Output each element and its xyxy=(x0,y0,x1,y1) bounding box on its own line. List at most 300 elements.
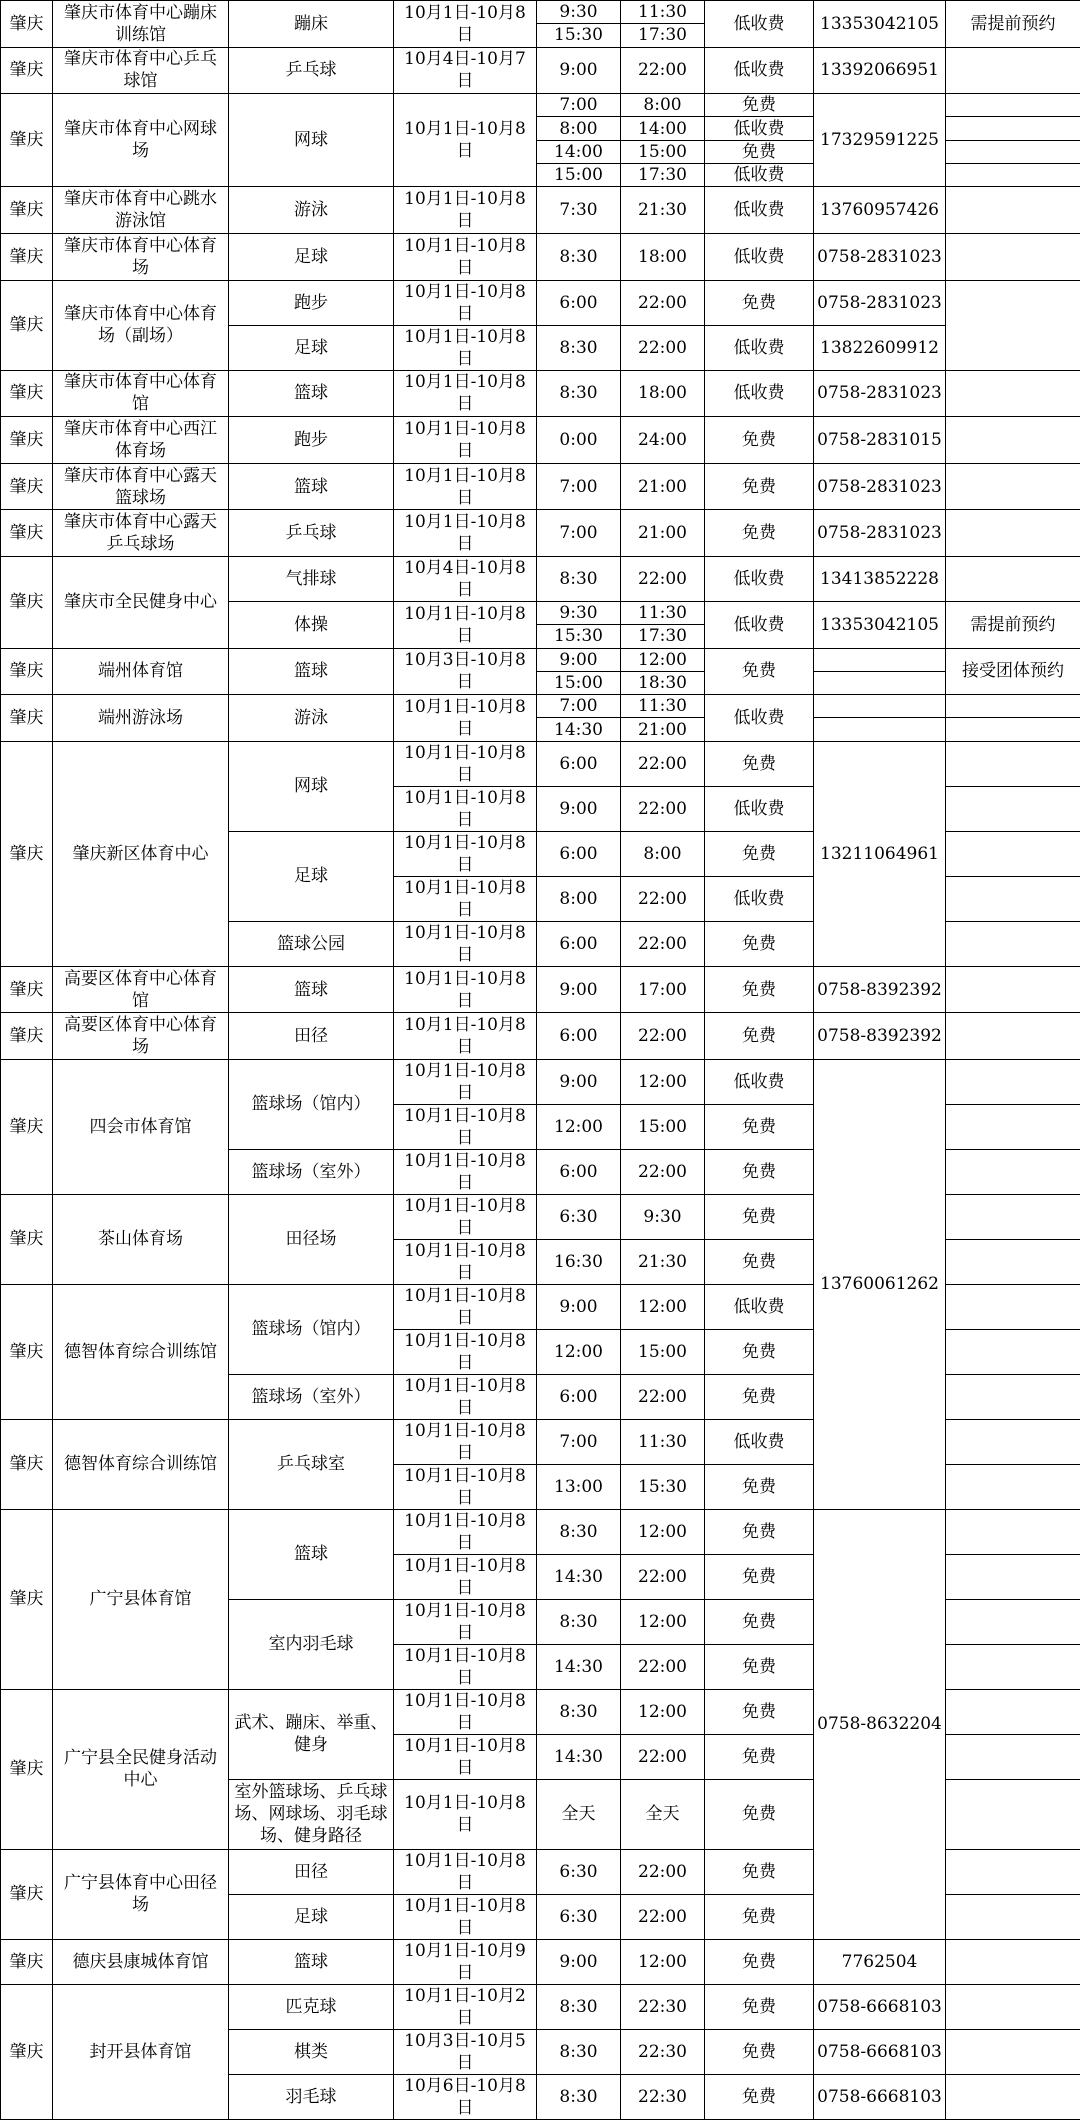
table-cell: 10月1日-10月8日 xyxy=(394,876,537,921)
table-cell xyxy=(946,1894,1080,1939)
table-cell: 21:00 xyxy=(621,463,705,510)
table-cell: 低收费 xyxy=(705,556,814,601)
table-cell xyxy=(946,718,1080,741)
table-cell: 10月4日-10月7日 xyxy=(394,47,537,94)
table-cell: 7:00 xyxy=(537,695,621,718)
table-cell: 12:00 xyxy=(621,1509,705,1554)
table-cell: 10月1日-10月8日 xyxy=(394,1554,537,1599)
table-cell: 免费 xyxy=(705,463,814,510)
table-cell: 免费 xyxy=(705,1374,814,1419)
table-cell: 13353042105 xyxy=(814,601,946,648)
table-cell: 10月1日-10月8日 xyxy=(394,233,537,280)
table-cell: 免费 xyxy=(705,2029,814,2074)
table-cell: 13392066951 xyxy=(814,47,946,94)
table-cell: 0758-2831015 xyxy=(814,417,946,464)
table-cell: 10月1日-10月8日 xyxy=(394,1,537,48)
table-cell: 12:00 xyxy=(621,1284,705,1329)
table-row xyxy=(1,1013,1080,1036)
table-cell: 肇庆 xyxy=(1,1013,53,1060)
table-cell: 低收费 xyxy=(705,876,814,921)
table-cell: 7762504 xyxy=(814,1939,946,1984)
table-cell xyxy=(946,831,1080,876)
table-cell: 肇庆 xyxy=(1,966,53,1013)
table-cell: 肇庆 xyxy=(1,417,53,464)
table-cell: 12:00 xyxy=(621,1939,705,1984)
table-cell: 低收费 xyxy=(705,1059,814,1104)
table-cell: 10月1日-10月8日 xyxy=(394,1644,537,1689)
table-cell: 低收费 xyxy=(705,47,814,94)
table-cell: 肇庆 xyxy=(1,47,53,94)
table-cell: 广宁县体育中心田径场 xyxy=(53,1849,229,1939)
table-cell: 8:00 xyxy=(537,876,621,921)
table-cell xyxy=(946,1104,1080,1149)
table-cell: 15:30 xyxy=(621,1464,705,1509)
table-cell: 6:00 xyxy=(537,1149,621,1194)
table-cell: 免费 xyxy=(705,1194,814,1239)
table-cell: 肇庆市体育中心乒乓球馆 xyxy=(53,47,229,94)
table-cell: 11:30 xyxy=(621,601,705,624)
table-cell: 0758-8392392 xyxy=(814,966,946,1013)
table-cell xyxy=(946,2074,1080,2119)
table-cell: 肇庆市体育中心体育场（副场） xyxy=(53,280,229,370)
table-cell: 肇庆 xyxy=(1,1284,53,1419)
table-cell xyxy=(946,876,1080,921)
table-cell: 肇庆 xyxy=(1,280,53,370)
table-cell: 11:30 xyxy=(621,1,705,24)
table-cell xyxy=(946,2029,1080,2074)
table-row xyxy=(1,370,1080,393)
table-cell: 0758-2831023 xyxy=(814,280,946,325)
table-cell xyxy=(946,1644,1080,1689)
table-cell: 24:00 xyxy=(621,417,705,464)
table-cell xyxy=(946,417,1080,464)
table-cell: 封开县体育馆 xyxy=(53,1984,229,2119)
table-cell: 肇庆 xyxy=(1,94,53,187)
table-cell xyxy=(946,1849,1080,1894)
table-cell: 肇庆新区体育中心 xyxy=(53,741,229,966)
table-row xyxy=(1,233,1080,256)
table-cell: 广宁县体育馆 xyxy=(53,1509,229,1689)
table-cell xyxy=(946,1149,1080,1194)
table-cell: 免费 xyxy=(705,741,814,786)
table-cell xyxy=(946,741,1080,786)
table-cell xyxy=(946,1689,1080,1734)
table-cell: 7:00 xyxy=(537,463,621,510)
table-cell: 篮球场（馆内） xyxy=(229,1284,394,1374)
table-cell: 低收费 xyxy=(705,164,814,187)
table-cell: 8:30 xyxy=(537,1509,621,1554)
table-row xyxy=(1,94,1080,117)
table-cell: 15:00 xyxy=(621,1104,705,1149)
table-cell: 17:30 xyxy=(621,24,705,47)
table-cell: 0758-6668103 xyxy=(814,2074,946,2119)
table-cell: 22:00 xyxy=(621,1644,705,1689)
table-cell: 18:00 xyxy=(621,370,705,417)
table-cell: 免费 xyxy=(705,1849,814,1894)
table-cell: 低收费 xyxy=(705,233,814,280)
table-cell xyxy=(946,1419,1080,1464)
table-cell xyxy=(946,1013,1080,1060)
table-cell xyxy=(946,786,1080,831)
table-cell: 14:30 xyxy=(537,718,621,741)
table-cell: 9:00 xyxy=(537,966,621,1013)
table-cell: 武术、蹦床、举重、健身 xyxy=(229,1689,394,1779)
table-cell xyxy=(946,233,1080,280)
table-cell: 22:00 xyxy=(621,556,705,601)
table-cell: 免费 xyxy=(705,1149,814,1194)
table-cell: 10月1日-10月8日 xyxy=(394,1599,537,1644)
table-cell: 肇庆 xyxy=(1,370,53,417)
table-cell: 肇庆市体育中心体育馆 xyxy=(53,370,229,417)
table-cell: 端州体育馆 xyxy=(53,648,229,695)
table-cell: 篮球场（室外） xyxy=(229,1149,394,1194)
table-cell: 10月1日-10月8日 xyxy=(394,921,537,966)
table-cell: 肇庆 xyxy=(1,695,53,742)
table-cell: 10月1日-10月8日 xyxy=(394,1779,537,1849)
table-cell: 肇庆 xyxy=(1,1059,53,1194)
table-cell xyxy=(946,187,1080,234)
table-cell: 免费 xyxy=(705,140,814,163)
table-cell xyxy=(946,1734,1080,1779)
table-cell: 10月1日-10月8日 xyxy=(394,1194,537,1239)
table-cell: 21:30 xyxy=(621,1239,705,1284)
table-cell: 10月1日-10月8日 xyxy=(394,1104,537,1149)
table-cell: 17:00 xyxy=(621,966,705,1013)
table-cell: 8:00 xyxy=(537,117,621,140)
table-cell: 8:00 xyxy=(621,831,705,876)
table-cell: 乒乓球 xyxy=(229,47,394,94)
table-cell: 22:00 xyxy=(621,1894,705,1939)
table-cell: 22:30 xyxy=(621,1984,705,2029)
table-cell xyxy=(946,966,1080,1013)
table-cell xyxy=(946,1284,1080,1329)
table-cell: 足球 xyxy=(229,325,394,370)
table-cell: 10月1日-10月8日 xyxy=(394,1849,537,1894)
table-row xyxy=(1,648,1080,671)
table-cell: 肇庆 xyxy=(1,187,53,234)
table-cell: 7:00 xyxy=(537,510,621,557)
table-cell: 17329591225 xyxy=(814,94,946,187)
table-cell xyxy=(946,47,1080,94)
table-cell: 肇庆 xyxy=(1,1419,53,1509)
table-cell: 网球 xyxy=(229,741,394,831)
table-row xyxy=(1,47,1080,70)
table-cell: 肇庆 xyxy=(1,1849,53,1939)
table-cell: 广宁县全民健身活动中心 xyxy=(53,1689,229,1849)
table-cell: 21:30 xyxy=(621,187,705,234)
table-cell: 14:30 xyxy=(537,1644,621,1689)
table-cell: 肇庆 xyxy=(1,1,53,48)
table-cell: 低收费 xyxy=(705,117,814,140)
table-cell: 免费 xyxy=(705,94,814,117)
table-row xyxy=(1,1509,1080,1554)
table-cell: 免费 xyxy=(705,1894,814,1939)
table-cell xyxy=(946,1939,1080,1984)
table-cell: 田径 xyxy=(229,1013,394,1060)
table-cell: 10月3日-10月8日 xyxy=(394,648,537,695)
table-cell: 免费 xyxy=(705,1644,814,1689)
table-cell: 肇庆 xyxy=(1,1509,53,1689)
table-cell: 14:30 xyxy=(537,1734,621,1779)
table-cell: 10月1日-10月8日 xyxy=(394,1329,537,1374)
table-cell: 免费 xyxy=(705,510,814,557)
table-cell: 9:30 xyxy=(537,1,621,24)
table-cell: 8:30 xyxy=(537,1689,621,1734)
table-cell: 体操 xyxy=(229,601,394,648)
table-cell: 8:30 xyxy=(537,325,621,370)
table-cell: 15:00 xyxy=(537,671,621,694)
table-cell: 篮球 xyxy=(229,1509,394,1599)
table-cell: 0758-8392392 xyxy=(814,1013,946,1060)
table-cell: 9:00 xyxy=(537,47,621,94)
table-cell: 10月3日-10月5日 xyxy=(394,2029,537,2074)
table-cell: 17:30 xyxy=(621,164,705,187)
table-cell: 10月4日-10月8日 xyxy=(394,556,537,601)
table-row xyxy=(1,463,1080,486)
table-cell: 10月1日-10月8日 xyxy=(394,966,537,1013)
table-cell: 低收费 xyxy=(705,1,814,48)
table-cell: 13822609912 xyxy=(814,325,946,370)
table-cell: 0758-2831023 xyxy=(814,233,946,280)
table-cell xyxy=(814,648,946,671)
table-cell: 6:30 xyxy=(537,1894,621,1939)
table-cell xyxy=(946,463,1080,510)
table-cell xyxy=(946,1599,1080,1644)
table-cell: 四会市体育馆 xyxy=(53,1059,229,1194)
table-row xyxy=(1,417,1080,440)
table-cell: 高要区体育中心体育场 xyxy=(53,1013,229,1060)
table-cell: 10月1日-10月8日 xyxy=(394,1464,537,1509)
table-cell: 肇庆市全民健身中心 xyxy=(53,556,229,648)
table-cell: 免费 xyxy=(705,648,814,695)
table-cell xyxy=(946,556,1080,601)
table-cell xyxy=(946,1779,1080,1849)
table-cell: 10月6日-10月8日 xyxy=(394,2074,537,2119)
table-cell: 免费 xyxy=(705,1239,814,1284)
table-cell: 乒乓球 xyxy=(229,510,394,557)
table-cell xyxy=(814,718,946,741)
table-row xyxy=(1,741,1080,786)
table-cell: 8:30 xyxy=(537,2074,621,2119)
table-cell: 9:00 xyxy=(537,1059,621,1104)
table-cell: 肇庆 xyxy=(1,233,53,280)
table-cell: 8:30 xyxy=(537,556,621,601)
table-cell xyxy=(946,1509,1080,1554)
table-row xyxy=(1,187,1080,210)
table-cell: 肇庆 xyxy=(1,510,53,557)
table-row xyxy=(1,1939,1080,1984)
table-cell: 11:30 xyxy=(621,1419,705,1464)
table-cell xyxy=(946,1239,1080,1284)
table-cell: 肇庆市体育中心露天篮球场 xyxy=(53,463,229,510)
table-cell: 15:30 xyxy=(537,24,621,47)
table-cell: 13211064961 xyxy=(814,741,946,966)
table-cell: 15:30 xyxy=(537,625,621,648)
table-cell: 网球 xyxy=(229,94,394,187)
table-cell: 10月1日-10月2日 xyxy=(394,1984,537,2029)
table-row xyxy=(1,510,1080,533)
table-cell: 13760061262 xyxy=(814,1059,946,1509)
table-cell: 0758-8632204 xyxy=(814,1509,946,1939)
table-cell xyxy=(946,510,1080,557)
table-cell: 10月1日-10月8日 xyxy=(394,1239,537,1284)
table-cell: 10月1日-10月8日 xyxy=(394,1149,537,1194)
table-cell: 0758-6668103 xyxy=(814,1984,946,2029)
table-cell: 14:00 xyxy=(621,117,705,140)
table-cell: 免费 xyxy=(705,1779,814,1849)
table-cell: 免费 xyxy=(705,1329,814,1374)
table-cell: 6:00 xyxy=(537,1013,621,1060)
table-cell: 22:00 xyxy=(621,280,705,325)
table-cell: 需提前预约 xyxy=(946,1,1080,48)
table-cell xyxy=(946,1059,1080,1104)
table-cell: 接受团体预约 xyxy=(946,648,1080,695)
table-cell: 22:00 xyxy=(621,786,705,831)
table-cell: 7:00 xyxy=(537,1419,621,1464)
table-cell: 10月1日-10月8日 xyxy=(394,370,537,417)
table-row xyxy=(1,695,1080,718)
table-cell: 10月1日-10月9日 xyxy=(394,1939,537,1984)
table-cell: 德智体育综合训练馆 xyxy=(53,1284,229,1419)
table-cell: 篮球场（室外） xyxy=(229,1374,394,1419)
table-cell: 肇庆 xyxy=(1,556,53,648)
table-cell: 棋类 xyxy=(229,2029,394,2074)
table-cell: 22:00 xyxy=(621,1149,705,1194)
table-cell: 13:00 xyxy=(537,1464,621,1509)
table-cell: 14:30 xyxy=(537,1554,621,1599)
table-row xyxy=(1,280,1080,325)
table-cell: 篮球 xyxy=(229,370,394,417)
table-cell: 低收费 xyxy=(705,695,814,742)
table-cell: 10月1日-10月8日 xyxy=(394,94,537,187)
table-cell: 免费 xyxy=(705,1013,814,1060)
table-cell: 室外篮球场、乒乓球场、网球场、羽毛球场、健身路径 xyxy=(229,1779,394,1849)
table-row xyxy=(1,1984,1080,2029)
table-cell: 10月1日-10月8日 xyxy=(394,1284,537,1329)
table-cell: 18:00 xyxy=(621,233,705,280)
table-row xyxy=(1,1059,1080,1104)
table-cell: 18:30 xyxy=(621,671,705,694)
table-cell: 10月1日-10月8日 xyxy=(394,1374,537,1419)
table-cell: 肇庆 xyxy=(1,1984,53,2119)
table-cell: 10月1日-10月8日 xyxy=(394,187,537,234)
table-cell xyxy=(946,164,1080,187)
table-cell: 游泳 xyxy=(229,695,394,742)
table-cell: 免费 xyxy=(705,1734,814,1779)
table-cell: 肇庆市体育中心跳水游泳馆 xyxy=(53,187,229,234)
table-cell: 10月1日-10月8日 xyxy=(394,1509,537,1554)
table-cell: 10月1日-10月8日 xyxy=(394,463,537,510)
table-cell: 跑步 xyxy=(229,417,394,464)
table-cell: 9:30 xyxy=(621,1194,705,1239)
table-cell: 22:00 xyxy=(621,1554,705,1599)
table-cell: 10月1日-10月8日 xyxy=(394,417,537,464)
table-cell: 羽毛球 xyxy=(229,2074,394,2119)
table-cell: 12:00 xyxy=(621,1059,705,1104)
table-cell: 茶山体育场 xyxy=(53,1194,229,1284)
table-cell: 8:30 xyxy=(537,1984,621,2029)
table-cell: 10月1日-10月8日 xyxy=(394,1059,537,1104)
table-cell: 9:00 xyxy=(537,648,621,671)
table-cell: 22:00 xyxy=(621,741,705,786)
table-cell: 8:00 xyxy=(621,94,705,117)
table-cell: 免费 xyxy=(705,1689,814,1734)
table-cell: 8:30 xyxy=(537,2029,621,2074)
table-cell xyxy=(814,695,946,718)
table-cell: 22:00 xyxy=(621,1849,705,1894)
table-cell: 22:00 xyxy=(621,1013,705,1060)
table-cell xyxy=(946,94,1080,117)
table-cell: 足球 xyxy=(229,1894,394,1939)
table-cell: 22:00 xyxy=(621,325,705,370)
table-row xyxy=(1,556,1080,601)
table-cell: 田径 xyxy=(229,1849,394,1894)
table-cell: 免费 xyxy=(705,921,814,966)
table-cell: 7:30 xyxy=(537,187,621,234)
table-cell: 全天 xyxy=(537,1779,621,1849)
table-cell xyxy=(946,140,1080,163)
table-cell: 肇庆市体育中心蹦床训练馆 xyxy=(53,1,229,48)
table-cell: 22:30 xyxy=(621,2029,705,2074)
table-body xyxy=(1,1,1080,2120)
table-cell: 低收费 xyxy=(705,1284,814,1329)
table-cell: 12:00 xyxy=(537,1329,621,1374)
table-cell: 6:00 xyxy=(537,280,621,325)
table-cell: 10月1日-10月8日 xyxy=(394,1689,537,1734)
table-cell: 13353042105 xyxy=(814,1,946,48)
table-cell: 22:00 xyxy=(621,47,705,94)
table-cell: 免费 xyxy=(705,831,814,876)
table-cell: 肇庆 xyxy=(1,741,53,966)
table-row xyxy=(1,1,1080,24)
table-cell: 22:00 xyxy=(621,1374,705,1419)
table-cell: 气排球 xyxy=(229,556,394,601)
table-cell: 22:00 xyxy=(621,921,705,966)
table-cell: 肇庆 xyxy=(1,1939,53,1984)
table-cell xyxy=(946,280,1080,370)
table-cell: 低收费 xyxy=(705,187,814,234)
table-cell: 肇庆 xyxy=(1,463,53,510)
table-cell: 低收费 xyxy=(705,370,814,417)
table-cell: 肇庆市体育中心网球场 xyxy=(53,94,229,187)
table-cell: 肇庆 xyxy=(1,1194,53,1284)
table-cell: 6:30 xyxy=(537,1849,621,1894)
table-cell: 篮球 xyxy=(229,1939,394,1984)
table-cell: 12:00 xyxy=(621,1689,705,1734)
table-cell xyxy=(946,921,1080,966)
table-cell: 22:00 xyxy=(621,876,705,921)
table-cell: 16:30 xyxy=(537,1239,621,1284)
table-cell: 8:30 xyxy=(537,1599,621,1644)
table-cell: 游泳 xyxy=(229,187,394,234)
table-cell: 篮球 xyxy=(229,648,394,695)
table-cell: 低收费 xyxy=(705,786,814,831)
table-cell: 10月1日-10月8日 xyxy=(394,325,537,370)
table-cell xyxy=(946,1554,1080,1599)
table-cell: 肇庆 xyxy=(1,1689,53,1849)
table-cell: 17:30 xyxy=(621,625,705,648)
table-cell xyxy=(946,1984,1080,2029)
table-cell: 6:00 xyxy=(537,1374,621,1419)
table-cell: 10月1日-10月8日 xyxy=(394,280,537,325)
table-cell: 肇庆 xyxy=(1,648,53,695)
table-cell: 低收费 xyxy=(705,325,814,370)
table-cell: 0:00 xyxy=(537,417,621,464)
table-cell: 免费 xyxy=(705,417,814,464)
table-cell: 22:00 xyxy=(621,1734,705,1779)
table-cell: 12:00 xyxy=(621,648,705,671)
table-cell: 免费 xyxy=(705,280,814,325)
